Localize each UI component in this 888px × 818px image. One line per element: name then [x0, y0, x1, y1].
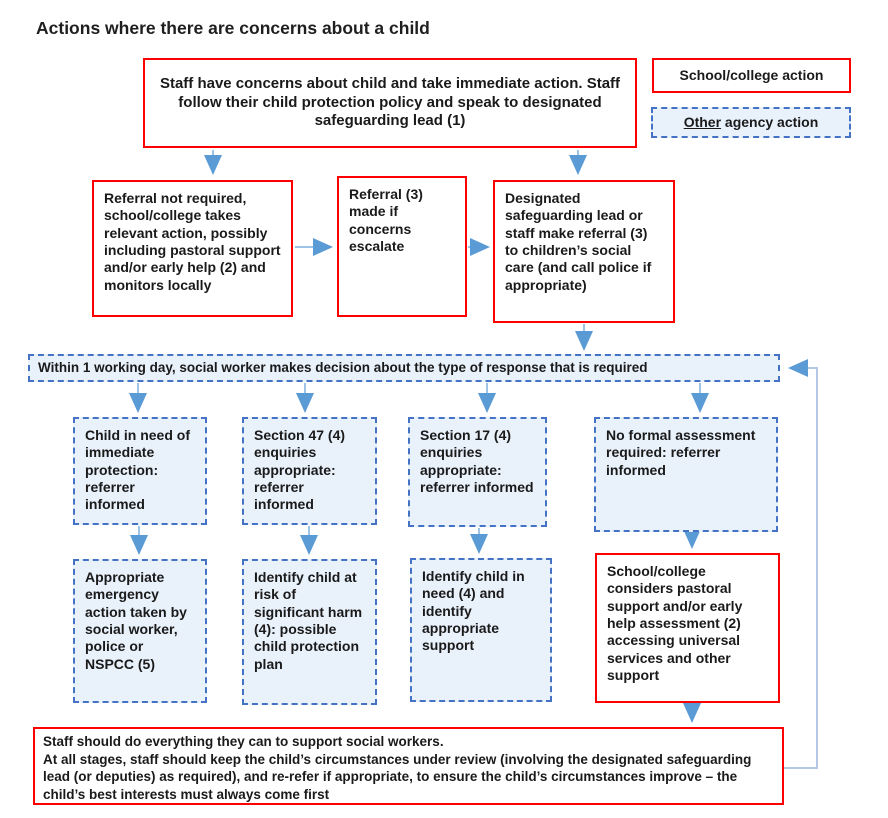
node-referral-not-required: Referral not required, school/college takes relevant action, possibly including pastoral support and/or early help (2) and monitors locally: [92, 180, 293, 317]
footer-line-2: At all stages, staff should keep the child’s circumstances under review (involving the designated safeguarding lead (or deputies) as required), and re-refer if appropriate, to ensure the child’s circumstances improve – the child’s best interests must always come first: [43, 751, 752, 802]
legend-other-agency: [651, 107, 851, 138]
node-emergency-action: Appropriate emergency action taken by social worker, police or NSPCC (5): [73, 559, 207, 703]
legend-school-action-label: School/college action: [679, 66, 824, 83]
node-dsl-referral: Designated safeguarding lead or staff make referral (3) to children’s social care (and call police if appropriate): [493, 180, 675, 323]
node-child-in-need: Identify child in need (4) and identify appropriate support: [410, 558, 552, 702]
legend-other-agency-label: Other agency action: [683, 113, 819, 130]
node-no-formal-assessment: No formal assessment required: referrer informed: [594, 417, 778, 532]
node-section-17: Section 17 (4) enquiries appropriate: referrer informed: [408, 417, 547, 527]
node-footer-note: [33, 727, 784, 805]
legend-school-action: [652, 58, 851, 93]
node-section-47: Section 47 (4) enquiries appropriate: referrer informed: [242, 417, 377, 525]
node-immediate-protection: Child in need of immediate protection: referrer informed: [73, 417, 207, 525]
page-title: Actions where there are concerns about a child: [36, 18, 430, 38]
node-referral-if-escalate: Referral (3) made if concerns escalate: [337, 176, 467, 317]
node-pastoral-support: School/college considers pastoral support and/or early help assessment (2) accessing universal services and other support: [595, 553, 780, 703]
footer-line-1: Staff should do everything they can to support social workers.: [43, 734, 444, 749]
node-staff-concerns: Staff have concerns about child and take immediate action. Staff follow their child protection policy and speak to designated safeguarding lead (1): [143, 58, 637, 148]
node-significant-harm: Identify child at risk of significant harm (4): possible child protection plan: [242, 559, 377, 705]
node-social-worker-decision: Within 1 working day, social worker makes decision about the type of response that is required: [28, 354, 780, 382]
